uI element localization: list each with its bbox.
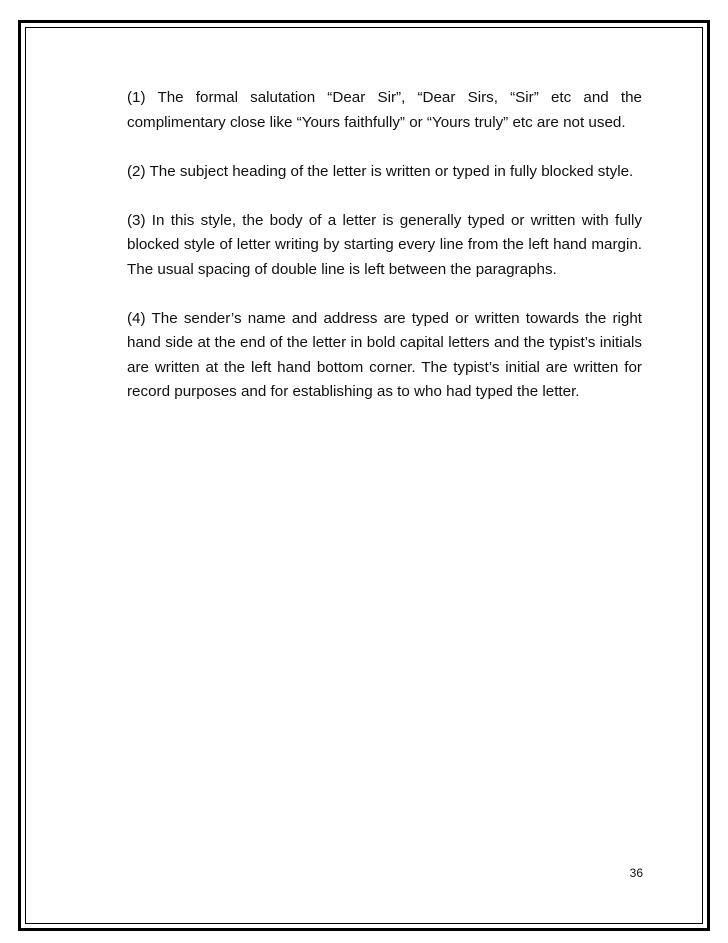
paragraph-2: (2) The subject heading of the letter is written or typed in fully blocked style. <box>127 162 634 180</box>
page-number: 36 <box>629 866 643 880</box>
paragraph-1: (1) The formal salutation “Dear Sir”, “Dear Sirs, “Sir” etc and the complimentary close like “Yours faithfully” or “Yours truly” etc are not used. <box>127 89 642 131</box>
body-text <box>127 86 642 429</box>
paragraph-3: (3) In this style, the body of a letter is generally typed or written with fully blocked style of letter writing by starting every line from the left hand margin. The usual spacing of double line is left between the paragraphs. <box>127 211 642 278</box>
paragraph-4: (4) The sender’s name and address are typed or written towards the right hand side at the end of the letter in bold capital letters and the typist’s initials are written at the left hand bottom corner. The typist’s initial are written for record purposes and for establishing as to who had typed the letter. <box>127 309 642 400</box>
